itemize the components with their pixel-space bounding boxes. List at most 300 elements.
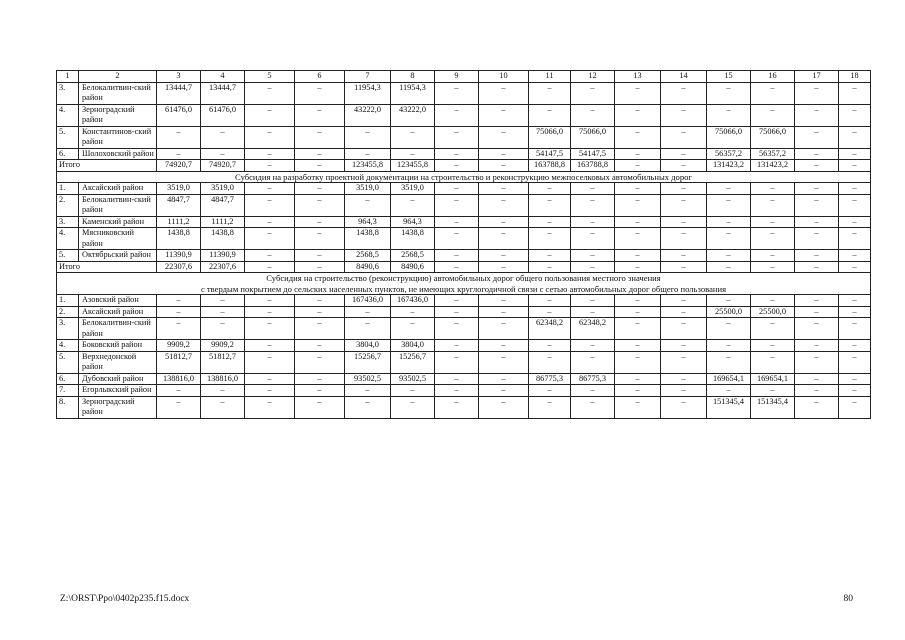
row-number: 6.: [57, 373, 79, 385]
value-cell: –: [571, 306, 615, 318]
value-cell: 86775,3: [529, 373, 571, 385]
value-cell: –: [479, 295, 529, 307]
value-cell: –: [795, 295, 839, 307]
value-cell: –: [479, 396, 529, 418]
value-cell: –: [795, 373, 839, 385]
value-cell: –: [435, 351, 479, 373]
value-cell: 1111,2: [157, 216, 201, 228]
value-cell: –: [157, 126, 201, 148]
total-value-cell: 163788,8: [529, 160, 571, 172]
value-cell: –: [795, 126, 839, 148]
value-cell: –: [661, 385, 707, 397]
value-cell: –: [571, 228, 615, 250]
district-name: Азовский район: [79, 295, 157, 307]
value-cell: –: [157, 148, 201, 160]
total-value-cell: 22307,6: [157, 261, 201, 273]
value-cell: –: [245, 126, 295, 148]
value-cell: 11390,9: [201, 250, 245, 262]
value-cell: 62348,2: [571, 318, 615, 340]
value-cell: –: [435, 148, 479, 160]
value-cell: –: [707, 104, 751, 126]
value-cell: –: [479, 126, 529, 148]
value-cell: –: [435, 183, 479, 195]
value-cell: 15256,7: [391, 351, 435, 373]
value-cell: –: [615, 216, 661, 228]
value-cell: –: [795, 396, 839, 418]
value-cell: –: [529, 104, 571, 126]
total-value-cell: –: [615, 160, 661, 172]
value-cell: –: [345, 126, 391, 148]
row-number: 7.: [57, 385, 79, 397]
value-cell: 86775,3: [571, 373, 615, 385]
total-row: [57, 261, 871, 273]
value-cell: –: [571, 340, 615, 352]
value-cell: –: [245, 318, 295, 340]
value-cell: –: [571, 396, 615, 418]
value-cell: –: [707, 351, 751, 373]
value-cell: –: [795, 351, 839, 373]
value-cell: –: [391, 396, 435, 418]
value-cell: –: [345, 148, 391, 160]
total-value-cell: –: [839, 261, 871, 273]
column-number-cell: 11: [529, 71, 571, 83]
value-cell: –: [479, 373, 529, 385]
row-number: 5.: [57, 250, 79, 262]
value-cell: –: [571, 385, 615, 397]
value-cell: –: [707, 295, 751, 307]
value-cell: –: [245, 385, 295, 397]
value-cell: –: [201, 148, 245, 160]
value-cell: –: [751, 228, 795, 250]
value-cell: –: [295, 340, 345, 352]
value-cell: –: [295, 396, 345, 418]
total-value-cell: –: [295, 261, 345, 273]
value-cell: –: [435, 340, 479, 352]
column-number-cell: 16: [751, 71, 795, 83]
value-cell: –: [839, 82, 871, 104]
value-cell: –: [795, 385, 839, 397]
total-value-cell: –: [707, 261, 751, 273]
total-value-cell: –: [795, 261, 839, 273]
value-cell: –: [295, 82, 345, 104]
total-value-cell: –: [529, 261, 571, 273]
value-cell: –: [295, 126, 345, 148]
value-cell: –: [479, 351, 529, 373]
total-value-cell: 123455,8: [345, 160, 391, 172]
value-cell: –: [391, 126, 435, 148]
value-cell: –: [529, 396, 571, 418]
subsidy-table: [56, 70, 871, 419]
value-cell: 167436,0: [391, 295, 435, 307]
column-number-cell: 12: [571, 71, 615, 83]
column-number-cell: 15: [707, 71, 751, 83]
value-cell: –: [157, 396, 201, 418]
value-cell: –: [201, 295, 245, 307]
row-number: 5.: [57, 351, 79, 373]
value-cell: 1438,8: [391, 228, 435, 250]
value-cell: –: [661, 183, 707, 195]
value-cell: 43222,0: [391, 104, 435, 126]
value-cell: –: [839, 194, 871, 216]
value-cell: –: [345, 306, 391, 318]
section-title-row: [57, 273, 871, 295]
value-cell: –: [295, 183, 345, 195]
total-value-cell: 8490,6: [345, 261, 391, 273]
value-cell: 2568,5: [345, 250, 391, 262]
value-cell: –: [201, 385, 245, 397]
value-cell: –: [295, 295, 345, 307]
total-value-cell: –: [295, 160, 345, 172]
value-cell: –: [795, 340, 839, 352]
value-cell: 9909,2: [157, 340, 201, 352]
value-cell: –: [795, 183, 839, 195]
value-cell: –: [661, 228, 707, 250]
section-title-row: [57, 171, 871, 183]
value-cell: –: [245, 396, 295, 418]
value-cell: –: [751, 340, 795, 352]
value-cell: –: [529, 216, 571, 228]
district-name: Каменский район: [79, 216, 157, 228]
value-cell: 75066,0: [707, 126, 751, 148]
value-cell: –: [707, 183, 751, 195]
value-cell: 964,3: [391, 216, 435, 228]
row-number: 2.: [57, 306, 79, 318]
value-cell: –: [295, 250, 345, 262]
table-row: [57, 104, 871, 126]
value-cell: –: [751, 194, 795, 216]
value-cell: –: [615, 183, 661, 195]
total-value-cell: –: [615, 261, 661, 273]
column-number-cell: 6: [295, 71, 345, 83]
table-row: [57, 306, 871, 318]
value-cell: –: [661, 318, 707, 340]
row-number: 2.: [57, 194, 79, 216]
value-cell: –: [661, 194, 707, 216]
footer-file-path: Z:\ORST\Ppo\0402p235.f15.docx: [60, 594, 190, 604]
total-value-cell: –: [479, 261, 529, 273]
value-cell: –: [839, 295, 871, 307]
value-cell: 61476,0: [157, 104, 201, 126]
value-cell: –: [751, 82, 795, 104]
value-cell: –: [295, 216, 345, 228]
value-cell: –: [839, 385, 871, 397]
row-number: 4.: [57, 228, 79, 250]
total-value-cell: –: [795, 160, 839, 172]
value-cell: –: [529, 250, 571, 262]
value-cell: 1438,8: [345, 228, 391, 250]
value-cell: 93502,5: [345, 373, 391, 385]
value-cell: –: [245, 373, 295, 385]
value-cell: –: [571, 216, 615, 228]
value-cell: –: [245, 194, 295, 216]
value-cell: –: [245, 306, 295, 318]
value-cell: –: [571, 351, 615, 373]
value-cell: –: [201, 126, 245, 148]
total-value-cell: 8490,6: [391, 261, 435, 273]
value-cell: –: [479, 340, 529, 352]
value-cell: –: [435, 82, 479, 104]
value-cell: –: [479, 250, 529, 262]
total-value-cell: 22307,6: [201, 261, 245, 273]
value-cell: –: [157, 385, 201, 397]
value-cell: –: [795, 104, 839, 126]
value-cell: 1438,8: [201, 228, 245, 250]
value-cell: –: [479, 228, 529, 250]
value-cell: 25500,0: [751, 306, 795, 318]
district-name: Белокалитвин-ский район: [79, 194, 157, 216]
value-cell: –: [615, 126, 661, 148]
value-cell: –: [245, 104, 295, 126]
value-cell: –: [345, 194, 391, 216]
value-cell: –: [795, 228, 839, 250]
value-cell: –: [295, 318, 345, 340]
value-cell: –: [435, 250, 479, 262]
value-cell: –: [201, 318, 245, 340]
total-value-cell: –: [571, 261, 615, 273]
value-cell: 4847,7: [201, 194, 245, 216]
value-cell: –: [751, 295, 795, 307]
value-cell: 13444,7: [157, 82, 201, 104]
value-cell: 75066,0: [571, 126, 615, 148]
table-row: [57, 126, 871, 148]
total-value-cell: –: [435, 160, 479, 172]
value-cell: –: [661, 250, 707, 262]
total-value-cell: –: [479, 160, 529, 172]
table-row: [57, 228, 871, 250]
value-cell: –: [795, 194, 839, 216]
column-number-cell: 4: [201, 71, 245, 83]
value-cell: –: [615, 340, 661, 352]
value-cell: –: [795, 306, 839, 318]
value-cell: –: [707, 340, 751, 352]
value-cell: 11390,9: [157, 250, 201, 262]
value-cell: 167436,0: [345, 295, 391, 307]
value-cell: 54147,5: [571, 148, 615, 160]
value-cell: 2568,5: [391, 250, 435, 262]
value-cell: –: [707, 216, 751, 228]
value-cell: –: [661, 351, 707, 373]
section-title-line: Субсидия на строительство (реконструкцию) автомобильных дорог общего пользования местного значения: [266, 273, 661, 283]
value-cell: –: [435, 373, 479, 385]
value-cell: –: [157, 295, 201, 307]
value-cell: –: [839, 373, 871, 385]
column-number-cell: 10: [479, 71, 529, 83]
district-name: Аксайский район: [79, 183, 157, 195]
value-cell: 169654,1: [707, 373, 751, 385]
value-cell: 62348,2: [529, 318, 571, 340]
value-cell: –: [435, 104, 479, 126]
value-cell: –: [751, 104, 795, 126]
value-cell: –: [751, 385, 795, 397]
value-cell: 11954,3: [345, 82, 391, 104]
total-value-cell: 74920,7: [157, 160, 201, 172]
value-cell: 3804,0: [345, 340, 391, 352]
value-cell: 1111,2: [201, 216, 245, 228]
value-cell: –: [615, 373, 661, 385]
district-name: Зерноградский район: [79, 396, 157, 418]
value-cell: 61476,0: [201, 104, 245, 126]
value-cell: –: [571, 183, 615, 195]
value-cell: 75066,0: [751, 126, 795, 148]
value-cell: –: [479, 194, 529, 216]
value-cell: –: [661, 295, 707, 307]
value-cell: 54147,5: [529, 148, 571, 160]
column-number-cell: 13: [615, 71, 661, 83]
table-row: [57, 340, 871, 352]
value-cell: –: [839, 250, 871, 262]
table-row: [57, 385, 871, 397]
row-number: 8.: [57, 396, 79, 418]
value-cell: –: [529, 228, 571, 250]
value-cell: –: [479, 82, 529, 104]
total-label: Итого: [57, 261, 157, 273]
value-cell: –: [157, 318, 201, 340]
value-cell: –: [345, 318, 391, 340]
row-number: 3.: [57, 82, 79, 104]
value-cell: –: [245, 216, 295, 228]
value-cell: –: [529, 385, 571, 397]
value-cell: –: [435, 216, 479, 228]
value-cell: –: [479, 318, 529, 340]
row-number: 5.: [57, 126, 79, 148]
table-row: [57, 318, 871, 340]
value-cell: –: [391, 318, 435, 340]
value-cell: 75066,0: [529, 126, 571, 148]
section-title: [57, 171, 871, 183]
value-cell: –: [529, 351, 571, 373]
value-cell: 138816,0: [157, 373, 201, 385]
value-cell: –: [479, 306, 529, 318]
value-cell: –: [529, 295, 571, 307]
value-cell: –: [435, 385, 479, 397]
value-cell: –: [795, 148, 839, 160]
value-cell: –: [479, 385, 529, 397]
table-row: [57, 250, 871, 262]
value-cell: –: [245, 351, 295, 373]
value-cell: –: [707, 318, 751, 340]
value-cell: –: [295, 373, 345, 385]
value-cell: –: [571, 82, 615, 104]
column-number-cell: 5: [245, 71, 295, 83]
total-value-cell: –: [661, 261, 707, 273]
value-cell: –: [391, 194, 435, 216]
value-cell: 1438,8: [157, 228, 201, 250]
total-value-cell: –: [751, 261, 795, 273]
value-cell: –: [295, 194, 345, 216]
value-cell: –: [839, 216, 871, 228]
value-cell: –: [529, 340, 571, 352]
table-row: [57, 351, 871, 373]
district-name: Дубовский район: [79, 373, 157, 385]
value-cell: –: [795, 318, 839, 340]
value-cell: –: [615, 351, 661, 373]
value-cell: –: [839, 104, 871, 126]
table-row: [57, 373, 871, 385]
total-value-cell: 131423,2: [751, 160, 795, 172]
value-cell: 3519,0: [345, 183, 391, 195]
district-name: Октябрьский район: [79, 250, 157, 262]
column-number-cell: 1: [57, 71, 79, 83]
total-value-cell: 74920,7: [201, 160, 245, 172]
value-cell: 11954,3: [391, 82, 435, 104]
value-cell: –: [615, 250, 661, 262]
value-cell: –: [295, 104, 345, 126]
district-name: Зерноградский район: [79, 104, 157, 126]
table-row: [57, 216, 871, 228]
row-number: 1.: [57, 295, 79, 307]
value-cell: –: [661, 216, 707, 228]
value-cell: –: [295, 306, 345, 318]
value-cell: 15256,7: [345, 351, 391, 373]
total-value-cell: –: [245, 160, 295, 172]
value-cell: –: [707, 82, 751, 104]
value-cell: –: [479, 183, 529, 195]
value-cell: –: [795, 82, 839, 104]
value-cell: 3519,0: [201, 183, 245, 195]
value-cell: 13444,7: [201, 82, 245, 104]
value-cell: –: [615, 385, 661, 397]
table-row: [57, 148, 871, 160]
value-cell: –: [751, 250, 795, 262]
value-cell: 3804,0: [391, 340, 435, 352]
total-value-cell: 123455,8: [391, 160, 435, 172]
value-cell: –: [571, 194, 615, 216]
value-cell: –: [435, 194, 479, 216]
value-cell: 51812,7: [201, 351, 245, 373]
value-cell: 169654,1: [751, 373, 795, 385]
value-cell: 138816,0: [201, 373, 245, 385]
value-cell: –: [245, 295, 295, 307]
value-cell: –: [661, 82, 707, 104]
value-cell: –: [839, 340, 871, 352]
district-name: Мясниковский район: [79, 228, 157, 250]
total-value-cell: –: [435, 261, 479, 273]
value-cell: –: [661, 373, 707, 385]
value-cell: –: [479, 216, 529, 228]
value-cell: –: [391, 306, 435, 318]
value-cell: –: [295, 148, 345, 160]
value-cell: 4847,7: [157, 194, 201, 216]
value-cell: –: [245, 82, 295, 104]
value-cell: –: [707, 228, 751, 250]
value-cell: 56357,2: [751, 148, 795, 160]
value-cell: –: [245, 148, 295, 160]
total-row: [57, 160, 871, 172]
table-row: [57, 183, 871, 195]
total-value-cell: –: [839, 160, 871, 172]
table-row: [57, 295, 871, 307]
value-cell: –: [479, 104, 529, 126]
value-cell: –: [245, 228, 295, 250]
column-number-cell: 3: [157, 71, 201, 83]
value-cell: –: [435, 228, 479, 250]
value-cell: –: [391, 148, 435, 160]
value-cell: 43222,0: [345, 104, 391, 126]
value-cell: –: [839, 396, 871, 418]
value-cell: –: [839, 351, 871, 373]
value-cell: 151345,4: [707, 396, 751, 418]
column-number-cell: 7: [345, 71, 391, 83]
value-cell: –: [529, 194, 571, 216]
section-title-line: с твердым покрытием до сельских населенных пунктов, не имеющих круглогодичной связи с сетью автомобильных дорог общего пользования: [200, 283, 727, 294]
value-cell: –: [661, 340, 707, 352]
row-number: 6.: [57, 148, 79, 160]
value-cell: –: [245, 340, 295, 352]
column-number-cell: 18: [839, 71, 871, 83]
value-cell: –: [615, 318, 661, 340]
value-cell: –: [615, 228, 661, 250]
column-number-cell: 9: [435, 71, 479, 83]
